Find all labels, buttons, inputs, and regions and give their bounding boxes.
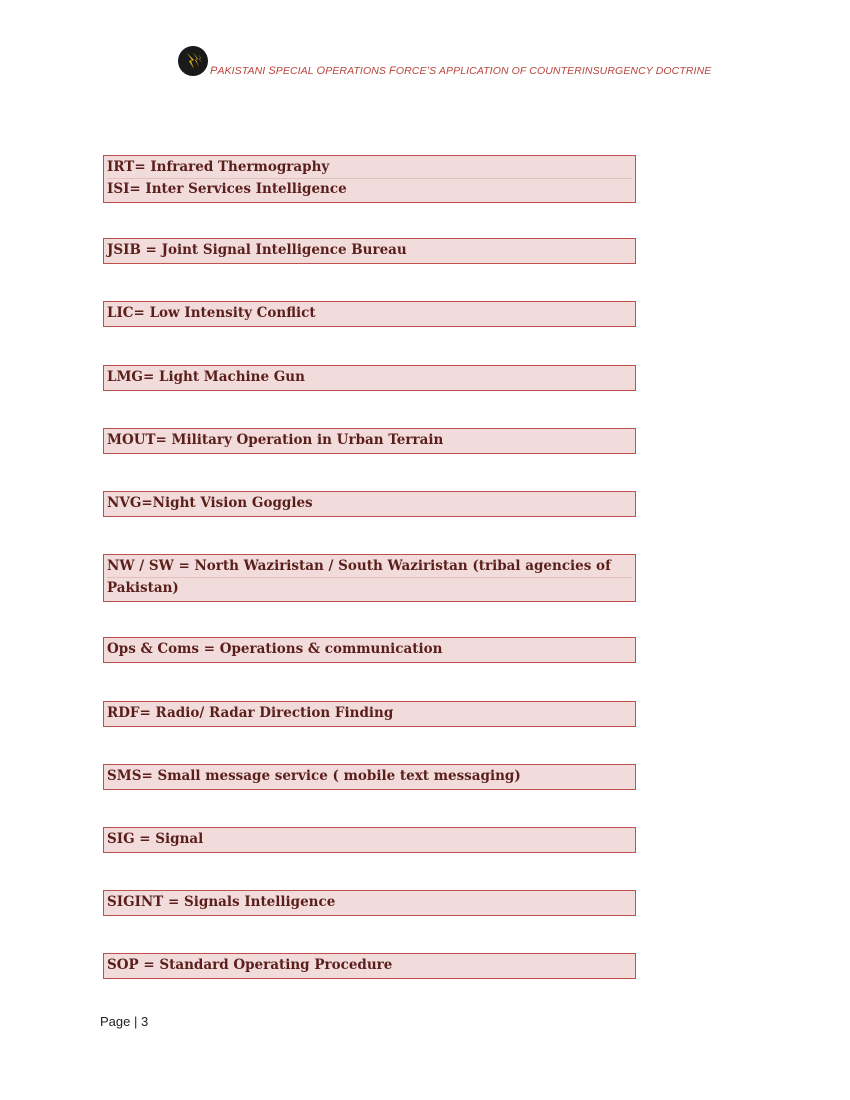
header-title-part: S (268, 65, 276, 77)
glossary-entry (103, 554, 636, 602)
header-title-part: P (210, 65, 218, 77)
glossary-entry (103, 764, 636, 790)
header-title-part: PECIAL (275, 65, 317, 77)
glossary-entry-text: SIG = Signal (107, 831, 204, 847)
glossary-entry-text: NW / SW = North Waziristan / South Waziristan (tribal agencies of (107, 558, 611, 574)
page-header (178, 50, 711, 82)
glossary-entry-text: Ops & Coms = Operations & communication (107, 641, 443, 657)
header-title-part: ’ (426, 65, 430, 77)
glossary-entry-text: Pakistan) (107, 577, 632, 599)
header-title-part: S APPLICATION OF COUNTERINSURGENCY DOCTRINE (429, 65, 712, 77)
glossary-entry (103, 428, 636, 454)
header-title-part: PERATIONS (325, 65, 390, 77)
glossary-entry (103, 155, 636, 203)
glossary-entry-text: MOUT= Military Operation in Urban Terrain (107, 432, 444, 448)
header-title-part: F (389, 65, 396, 77)
glossary-entry (103, 701, 636, 727)
glossary-entry (103, 238, 636, 264)
glossary-entry (103, 953, 636, 979)
glossary-entry (103, 365, 636, 391)
glossary-entry-text: LMG= Light Machine Gun (107, 369, 305, 385)
glossary-entry (103, 491, 636, 517)
glossary-entry-text: SIGINT = Signals Intelligence (107, 894, 336, 910)
lightning-emblem-icon (178, 46, 208, 76)
glossary-entry-text: SMS= Small message service ( mobile text messaging) (107, 768, 521, 784)
header-title-part: AKISTANI (217, 65, 269, 77)
glossary-entry (103, 637, 636, 663)
page-number: Page | 3 (100, 1014, 149, 1029)
glossary-entry-text: ISI= Inter Services Intelligence (107, 178, 632, 200)
header-title-part: O (316, 65, 326, 77)
glossary-entry-text: JSIB = Joint Signal Intelligence Bureau (107, 242, 407, 258)
header-title-part: ORCE (395, 65, 427, 77)
glossary-entry-text: SOP = Standard Operating Procedure (107, 957, 393, 973)
glossary-entry (103, 301, 636, 327)
glossary-entry (103, 827, 636, 853)
running-header-title (210, 65, 711, 77)
glossary-entry (103, 890, 636, 916)
glossary-entry-text: LIC= Low Intensity Conflict (107, 305, 316, 321)
glossary-entry-text: IRT= Infrared Thermography (107, 159, 330, 175)
glossary-entry-text: NVG=Night Vision Goggles (107, 495, 313, 511)
glossary-entry-text: RDF= Radio/ Radar Direction Finding (107, 705, 394, 721)
